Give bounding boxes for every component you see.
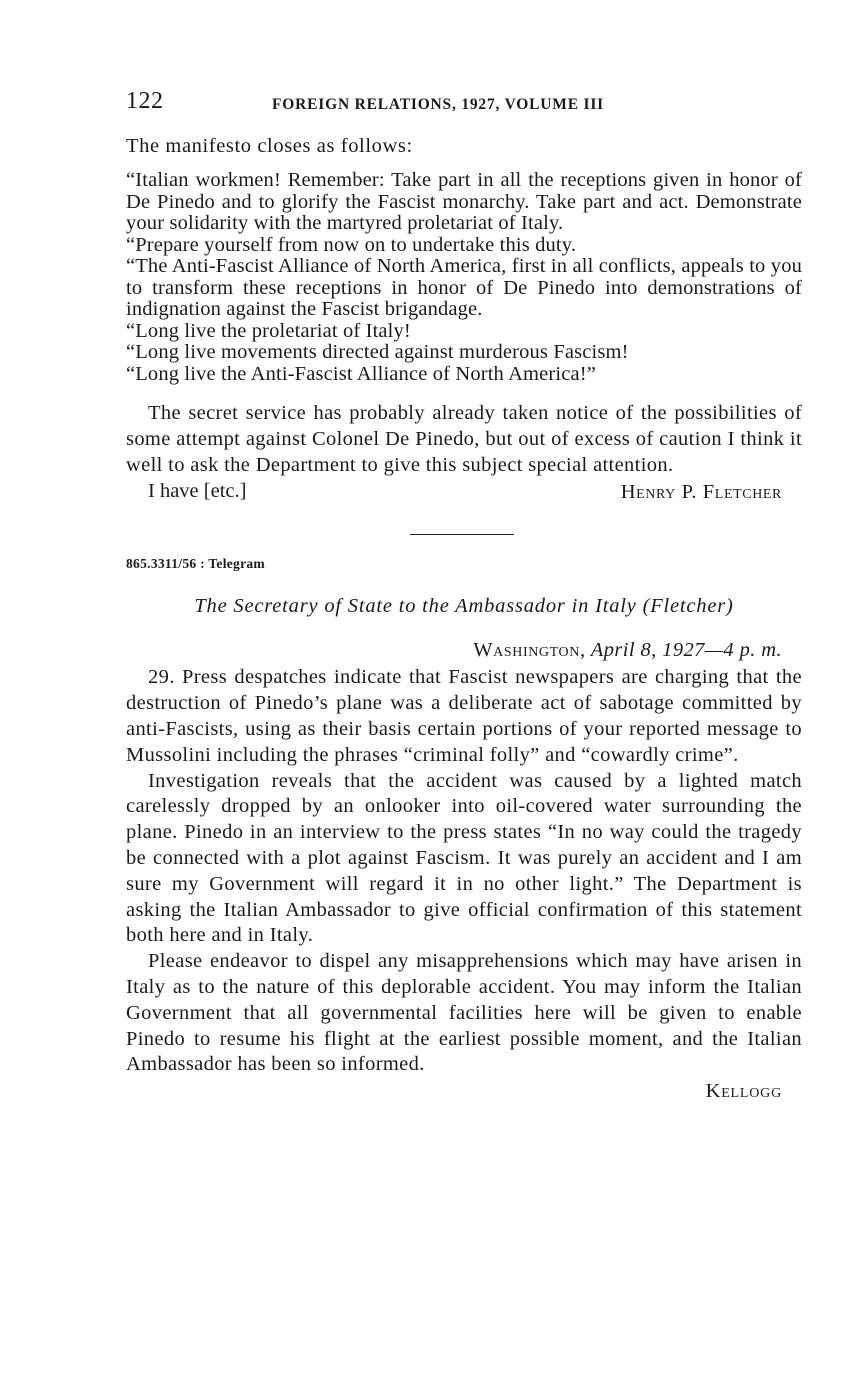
signature-fletcher: Henry P. Fletcher: [620, 481, 782, 504]
running-head: [126, 88, 802, 124]
body-paragraph: 29. Press despatches indicate that Fascist newspapers are charging that the destruction of Pinedo’s plane was a deliberate act of sabotage committed by anti-Fascists, using as their basis certain portions of your reported message to Mussolini including the phrases “criminal folly” and “cowardly crime”.: [126, 666, 802, 766]
letter-closing: [126, 478, 802, 506]
closing-phrase: I have [etc.]: [148, 480, 247, 503]
signature-kellogg: Kellogg: [705, 1080, 782, 1103]
section-divider: [410, 534, 514, 535]
document-title: The Secretary of State to the Ambassador in Italy (Fletcher): [194, 595, 734, 618]
manifesto-line: “Long live the proletariat of Italy!: [126, 319, 411, 342]
document-page: [126, 88, 802, 1104]
running-title: FOREIGN RELATIONS, 1927, VOLUME III: [272, 96, 604, 113]
telegram-body: [126, 665, 802, 1078]
dateline-place: Washington,: [473, 639, 586, 662]
file-reference: 865.3311/56 : Telegram: [126, 556, 265, 572]
letter-body: [126, 401, 802, 478]
manifesto-intro: The manifesto closes as follows:: [126, 135, 413, 157]
body-paragraph: The secret service has probably already taken notice of the possibilities of some attempt against Colonel De Pinedo, but out of excess of caution I think it well to ask the Department to give this subject special attention.: [126, 402, 802, 476]
manifesto-line: “Long live movements directed against murderous Fascism!: [126, 341, 629, 363]
manifesto-line: “Long live the Anti-Fascist Alliance of North America!”: [126, 362, 596, 385]
manifesto-line: “The Anti-Fascist Alliance of North America, first in all conflicts, appeals to you to transform these receptions in honor of De Pinedo into demonstrations of indignation against the Fascist brigandage.: [126, 255, 802, 320]
manifesto-line: “Prepare yourself from now on to undertake this duty.: [126, 233, 577, 256]
page-number: 122: [126, 88, 164, 114]
dateline-date: April 8, 1927—4 p. m.: [590, 639, 782, 662]
body-paragraph: Please endeavor to dispel any misapprehensions which may have arisen in Italy as to the nature of this deplorable accident. You may inform the Italian Government that all governmental facilities here will be given to enable Pinedo to resume his flight at the earliest possible moment, and the Italian Ambassador has been so informed.: [126, 950, 802, 1076]
dateline: [126, 637, 802, 663]
body-paragraph: Investigation reveals that the accident was caused by a lighted match carelessly dropped by an onlooker into oil-covered water surrounding the plane. Pinedo in an interview to the press states “In no way could the tragedy be connected with a plot against Fascism. It was purely an accident and I am sure my Government will regard it in no other light.” The Department is asking the Italian Ambassador to give official confirmation of this statement both here and in Italy.: [126, 769, 802, 947]
manifesto-line: “Italian workmen! Remember: Take part in all the receptions given in honor of De Pinedo and to glorify the Fascist monarchy. Take part and act. Demonstrate your solidarity with the martyred proletariat of Italy.: [126, 169, 802, 234]
manifesto-quote: [126, 170, 802, 385]
